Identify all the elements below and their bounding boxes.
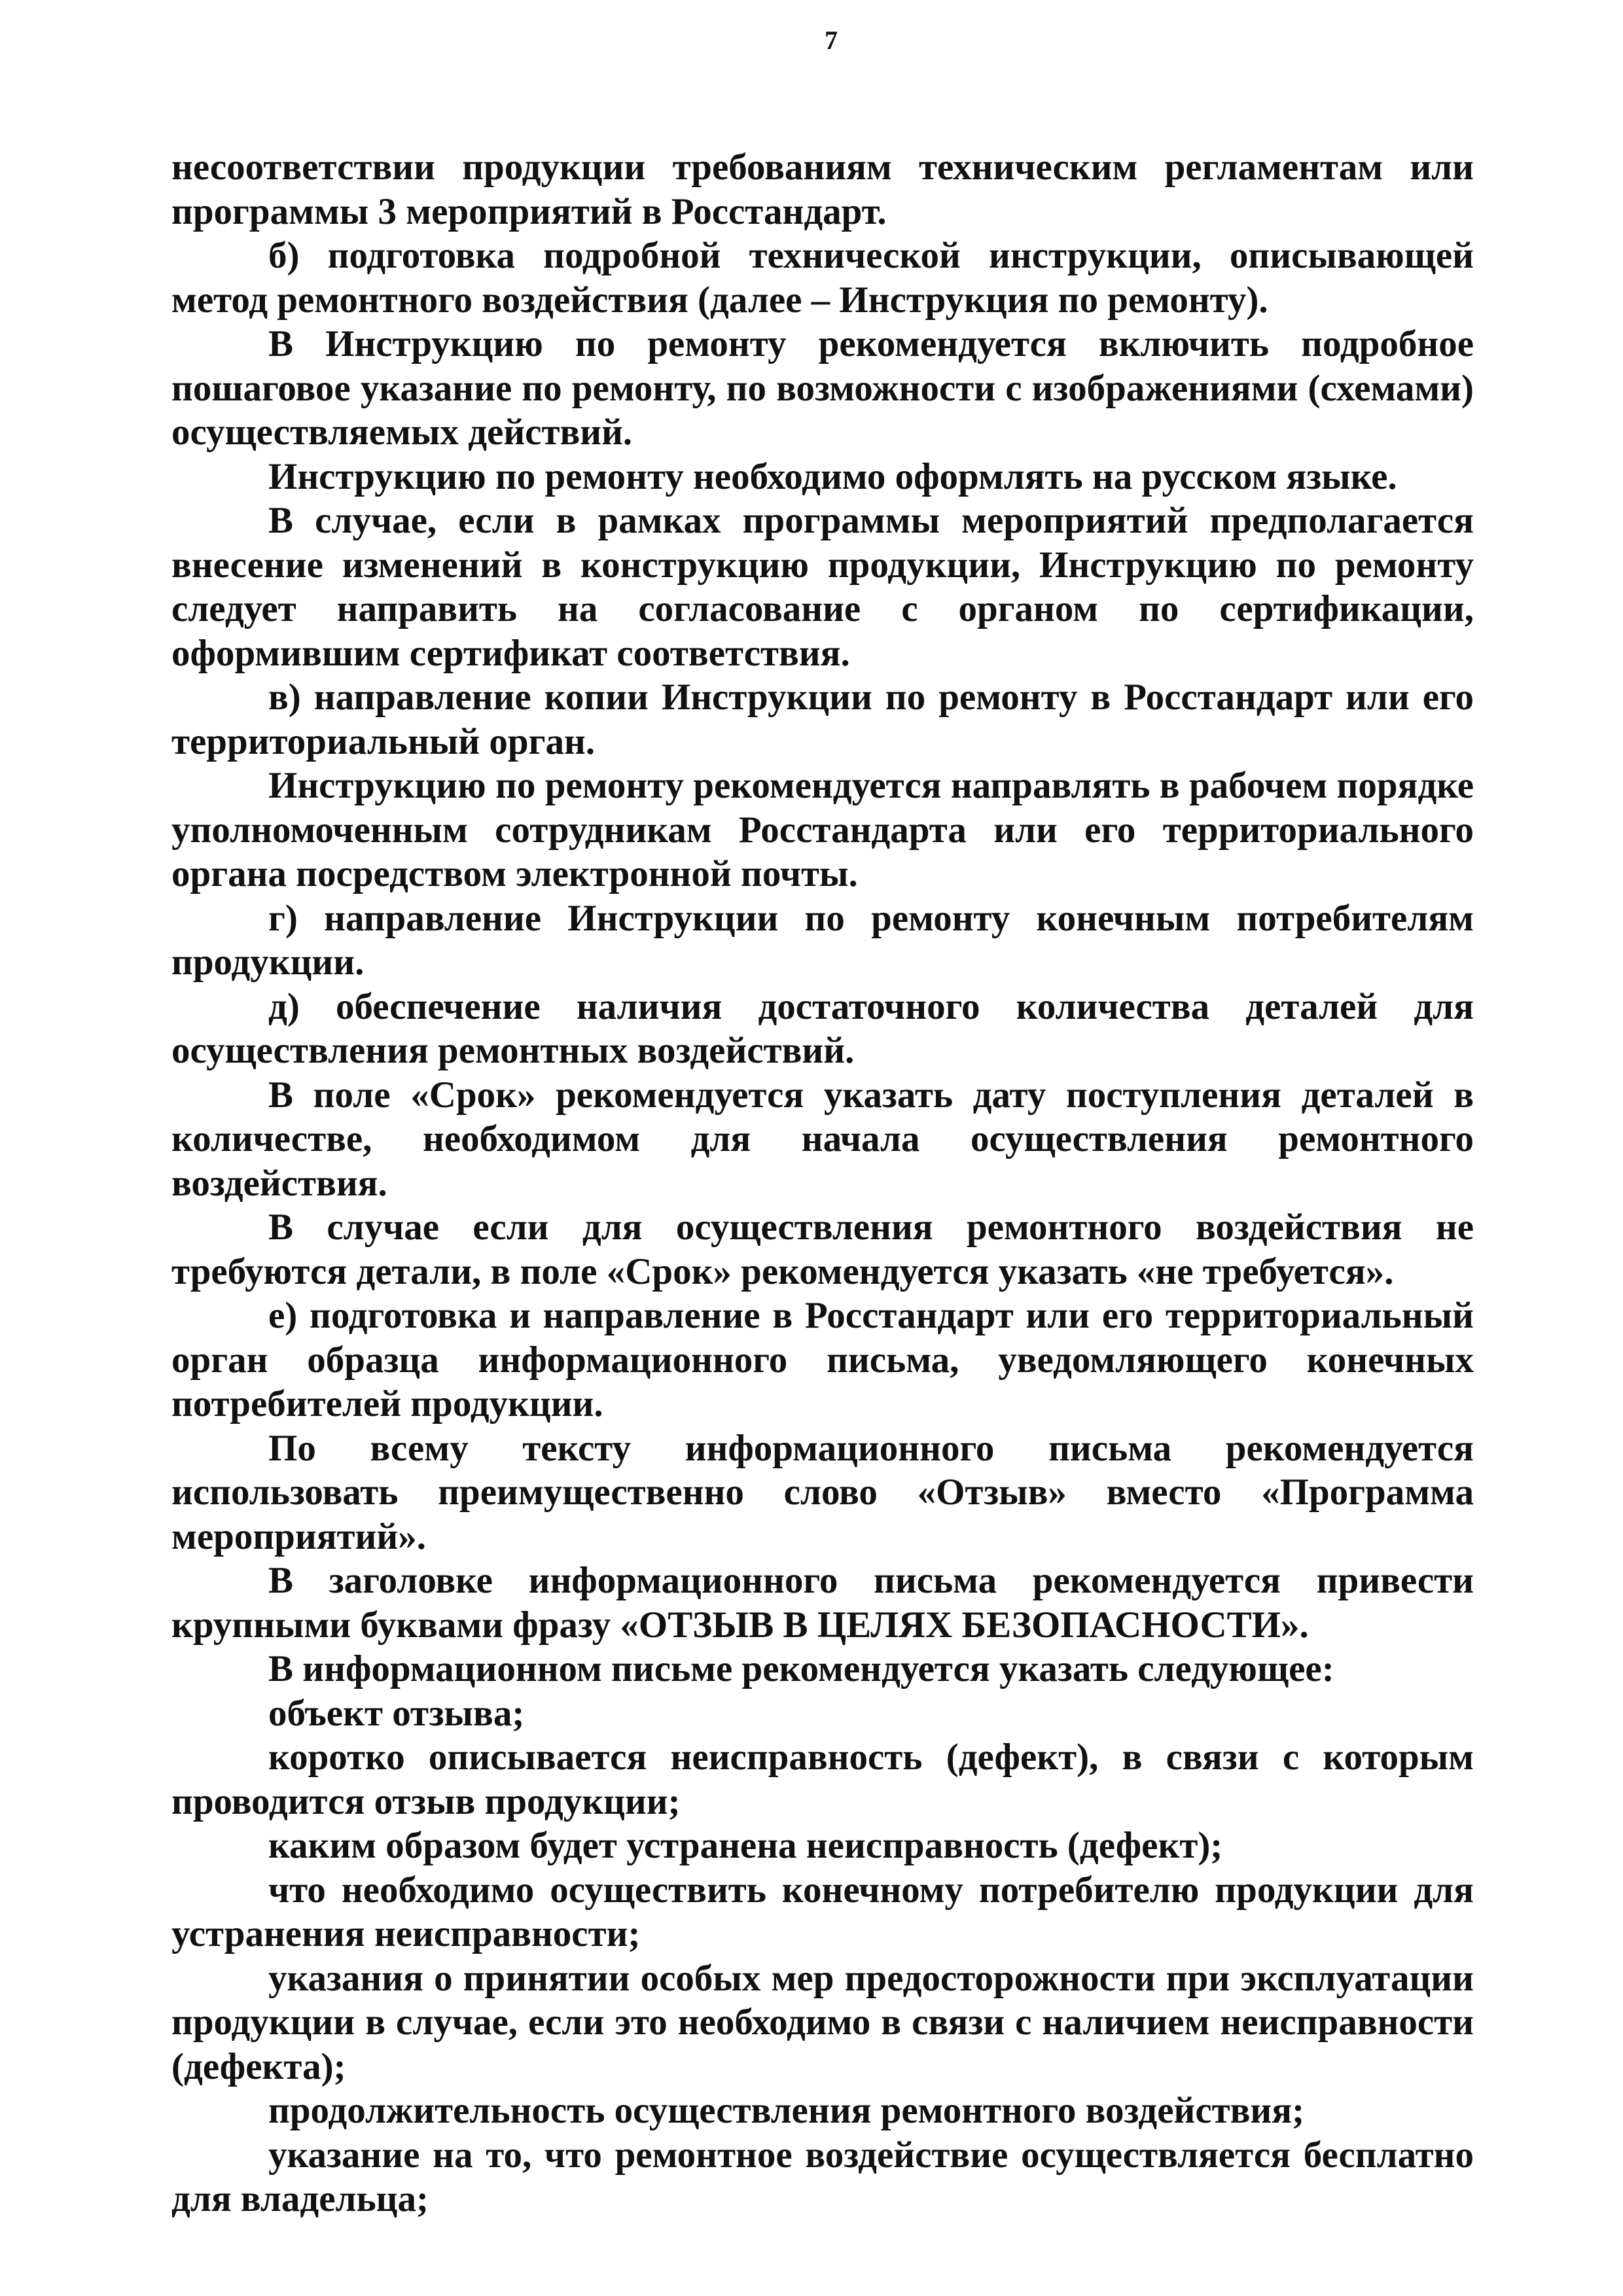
paragraph: в) направление копии Инструкции по ремонту в Росстандарт или его территориальный орган. xyxy=(171,677,1474,762)
paragraph: каким образом будет устранена неисправность (дефект); xyxy=(268,1825,1223,1866)
paragraph: указания о принятии особых мер предосторожности при эксплуатации продукции в случае, если это необходимо в связи с наличием неисправности (дефекта); xyxy=(171,1957,1474,2087)
paragraph: коротко описывается неисправность (дефект), в связи с которым проводится отзыв продукции; xyxy=(171,1737,1474,1822)
paragraph: объект отзыва; xyxy=(268,1692,525,1734)
paragraph: По всему тексту информационного письма рекомендуется использовать преимущественно слово «Отзыв» вместо «Программа мероприятий». xyxy=(171,1427,1474,1557)
paragraph: что необходимо осуществить конечному потребителю продукции для устранения неисправности; xyxy=(171,1869,1474,1954)
page-number: 7 xyxy=(825,26,838,55)
paragraph: продолжительность осуществления ремонтного воздействия; xyxy=(268,2090,1305,2131)
paragraph: несоответствии продукции требованиям техническим регламентам или программы 3 мероприятий в Росстандарт. xyxy=(171,147,1474,232)
paragraph: Инструкцию по ремонту необходимо оформлять на русском языке. xyxy=(268,455,1397,497)
paragraph: Инструкцию по ремонту рекомендуется направлять в рабочем порядке уполномоченным сотрудникам Росстандарта или его территориального органа посредством электронной почты. xyxy=(171,765,1474,894)
paragraph: В информационном письме рекомендуется указать следующее: xyxy=(268,1648,1334,1689)
paragraph: указание на то, что ремонтное воздействие осуществляется бесплатно для владельца; xyxy=(171,2134,1474,2219)
paragraph: В поле «Срок» рекомендуется указать дату поступления деталей в количестве, необходимом для начала осуществления ремонтного воздействия. xyxy=(171,1074,1474,1204)
paragraph: В случае, если в рамках программы мероприятий предполагается внесение изменений в конструкцию продукции, Инструкцию по ремонту следует направить на согласование с органом по сертификации, оформившим сертификат соответствия. xyxy=(171,500,1474,674)
paragraph: б) подготовка подробной технической инструкции, описывающей метод ремонтного воздействия (далее – Инструкция по ремонту). xyxy=(171,235,1474,321)
document-body xyxy=(171,145,1474,2221)
paragraph: В Инструкцию по ремонту рекомендуется включить подробное пошаговое указание по ремонту, по возможности с изображениями (схемами) осуществляемых действий. xyxy=(171,323,1474,453)
paragraph: е) подготовка и направление в Росстандарт или его территориальный орган образца информационного письма, уведомляющего конечных потребителей продукции. xyxy=(171,1295,1474,1424)
paragraph: д) обеспечение наличия достаточного количества деталей для осуществления ремонтных воздействий. xyxy=(171,985,1474,1071)
paragraph: В заголовке информационного письма рекомендуется привести крупными буквами фразу «ОТЗЫВ В ЦЕЛЯХ БЕЗОПАСНОСТИ». xyxy=(171,1560,1474,1646)
paragraph: г) направление Инструкции по ремонту конечным потребителям продукции. xyxy=(171,897,1474,983)
paragraph: В случае если для осуществления ремонтного воздействия не требуются детали, в поле «Срок» рекомендуется указать «не требуется». xyxy=(171,1207,1474,1292)
